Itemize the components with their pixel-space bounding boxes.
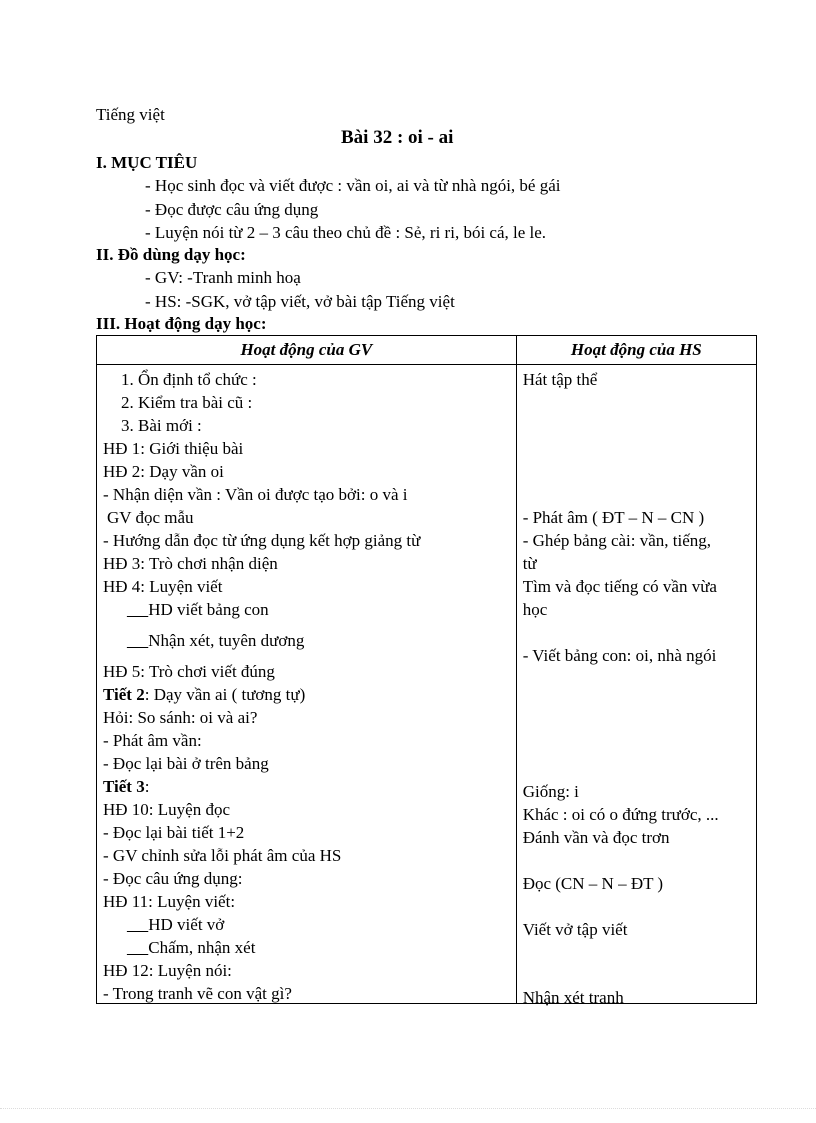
gv-line: HĐ 11: Luyện viết: [103, 892, 236, 911]
hs-line: Đọc (CN – N – ĐT ) [522, 874, 664, 893]
gv-line: HĐ 4: Luyện viết [103, 577, 223, 596]
gv-line: - Phát âm vần: [103, 731, 202, 750]
gv-line: 3. Bài mới : [121, 416, 202, 435]
gv-line: HĐ 12: Luyện nói: [103, 961, 232, 980]
objective-item: - Luyện nói từ 2 – 3 câu theo chủ đề : Sẻ, ri ri, bói cá, le le. [145, 223, 547, 242]
gv-line: _ HD viết vở [127, 915, 225, 934]
subject-label: Tiếng việt [96, 105, 165, 124]
hs-line: Hát tập thể [522, 370, 598, 389]
dash-mark: _ [127, 631, 136, 650]
gv-line: - Hướng dẫn đọc từ ứng dụng kết hợp giảng từ [103, 531, 421, 550]
hs-column-header: Hoạt động của HS [516, 336, 756, 365]
objective-item: - Học sinh đọc và viết được : vần oi, ai và từ nhà ngói, bé gái [145, 176, 561, 195]
dash-mark: _ [127, 938, 136, 957]
gv-line: HĐ 3: Trò chơi nhận diện [103, 554, 278, 573]
gv-line: _ HD viết bảng con [127, 600, 269, 619]
lesson-title: Bài 32 : oi - ai [341, 127, 454, 148]
page-edge-divider [0, 1108, 816, 1109]
hs-line: Khác : oi có o đứng trước, ... [522, 805, 719, 824]
hs-activities-cell [516, 365, 756, 1007]
objective-item: - Đọc được câu ứng dụng [145, 200, 319, 219]
gv-line: 2. Kiểm tra bài cũ : [121, 393, 253, 412]
gv-line: HĐ 5: Trò chơi viết đúng [103, 662, 275, 681]
gv-line: 1. Ổn định tổ chức : [121, 370, 257, 389]
gv-line: GV đọc mẫu [107, 508, 194, 527]
hs-line: - Phát âm ( ĐT – N – CN ) [522, 508, 705, 527]
gv-line: - GV chỉnh sửa lỗi phát âm của HS [103, 846, 342, 865]
hs-line: Đánh vần và đọc trơn [522, 828, 670, 847]
gv-line: - Đọc lại bài ở trên bảng [103, 754, 269, 773]
activities-table [96, 335, 757, 1007]
gv-line: - Nhận diện vần : Vần oi được tạo bởi: o và i [103, 485, 408, 504]
gv-line: - Trong tranh vẽ con vật gì? [103, 984, 292, 1003]
hs-line: Viết vở tập viết [522, 920, 628, 939]
gv-column-header: Hoạt động của GV [97, 336, 517, 365]
section-3-heading: III. Hoạt động dạy học: [96, 314, 267, 333]
gv-line: HĐ 2: Dạy vần oi [103, 462, 224, 481]
hs-line: từ [522, 554, 537, 573]
gv-line: HĐ 10: Luyện đọc [103, 800, 231, 819]
dash-mark: _ [127, 600, 136, 619]
gv-line: - Đọc câu ứng dụng: [103, 869, 243, 888]
gv-line: Tiết 3: [103, 777, 150, 796]
gv-activities-cell [97, 365, 517, 1004]
gv-line: HĐ 1: Giới thiệu bài [103, 439, 244, 458]
materials-item: - HS: -SGK, vở tập viết, vở bài tập Tiếng việt [145, 292, 455, 311]
hs-line: Tìm và đọc tiếng có vần vừa [522, 577, 717, 596]
dash-mark: _ [127, 915, 136, 934]
hs-line: - Ghép bảng cài: vần, tiếng, [522, 531, 712, 550]
gv-line: _ Chấm, nhận xét [127, 938, 256, 957]
gv-line: Hỏi: So sánh: oi và ai? [103, 708, 258, 727]
section-2-heading: II. Đồ dùng dạy học: [96, 245, 246, 264]
materials-item: - GV: -Tranh minh hoạ [145, 268, 301, 287]
hs-line: - Viết bảng con: oi, nhà ngói [522, 646, 717, 665]
gv-line: Tiết 2: Dạy vần ai ( tương tự) [103, 685, 306, 704]
gv-line: - Đọc lại bài tiết 1+2 [103, 823, 245, 842]
section-1-heading: I. MỤC TIÊU [96, 153, 198, 172]
hs-line: học [522, 600, 548, 619]
hs-line: Nhận xét tranh [522, 988, 624, 1007]
hs-line: Giống: i [522, 782, 579, 801]
gv-line: _ Nhận xét, tuyên dương [127, 631, 305, 650]
